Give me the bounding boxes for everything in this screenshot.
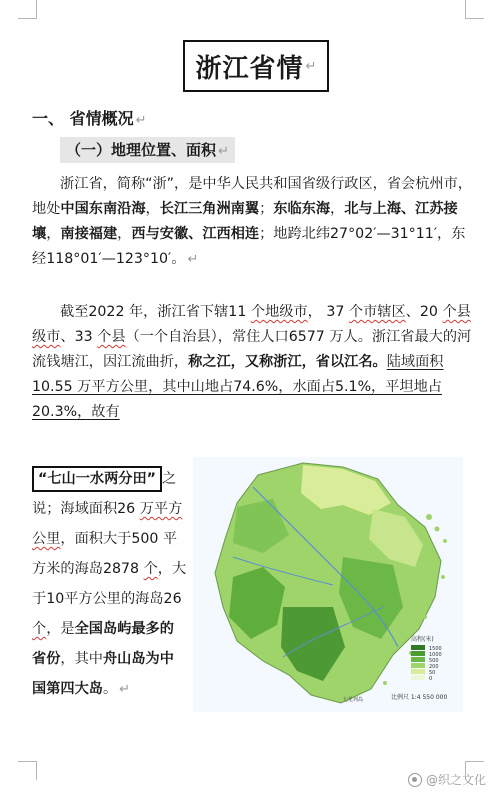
quote-box: “七山一水两分田” xyxy=(32,466,162,492)
legend-level: 500 xyxy=(429,658,439,664)
document-title-box xyxy=(183,40,329,92)
map-inset-label: 七星列岛 xyxy=(343,697,364,703)
watermark-text: @织之文化 xyxy=(425,773,486,787)
zhejiang-topographic-map xyxy=(193,457,463,712)
page-corner-top-right xyxy=(465,0,484,19)
paragraph-location: 浙江省，简称“浙”，是中华人民共和国省级行政区，省会杭州市，地处中国东南沿海，长江三角洲南翼；东临东海，北与上海、江苏接壤，南接福建，西与安徽、江西相连；地跨北纬27°02′—31°11′，东经118°01′—123°10′。 ↵ xyxy=(32,176,472,267)
legend-level: 50 xyxy=(429,670,436,676)
brand-logo-icon xyxy=(408,773,422,787)
page-corner-top-left xyxy=(18,0,37,19)
watermark xyxy=(408,771,486,788)
legend-level: 200 xyxy=(429,664,439,670)
page-corner-bottom-left xyxy=(18,761,37,780)
document-title: 浙江省情 xyxy=(195,53,304,84)
legend-level: 0 xyxy=(429,676,433,682)
paragraph-mark: ↵ xyxy=(135,113,147,128)
legend-level: 1500 xyxy=(429,646,442,652)
legend-level: 1000 xyxy=(429,652,442,658)
subsection-heading xyxy=(60,137,235,163)
paragraph-mark: ↵ xyxy=(305,58,317,74)
paragraph-wrap-around-map: “七山一水两分田” 之说；海域面积26 万平方公里，面积大于500 平方米的海岛2878 个，大于10平方公里的海岛26 个，是全国岛屿最多的省份，其中舟山岛为中国第四大岛。 ↵ xyxy=(32,464,188,705)
section-heading xyxy=(32,106,146,129)
legend-title: 高程(米) xyxy=(411,636,434,643)
section-heading-text: 一、 省情概况 xyxy=(32,109,134,128)
paragraph-mark: ↵ xyxy=(218,144,229,159)
paragraph-administration: 截至2022 年，浙江省下辖11 个地级市， 37 个市辖区、20 个县级市、33 个县（一个自治县），常住人口6577 万人。浙江省最大的河流钱塘江，因江流曲折，称之江，又称浙江，省以江名。陆域面积10.55 万平方公里，其中山地占74.6%，水面占5.1%，平坦地占20.3%，故有 xyxy=(32,304,472,420)
subsection-heading-text: （一）地理位置、面积 xyxy=(66,141,217,159)
map-scale-text: 比例尺 1:4 550 000 xyxy=(391,694,448,701)
